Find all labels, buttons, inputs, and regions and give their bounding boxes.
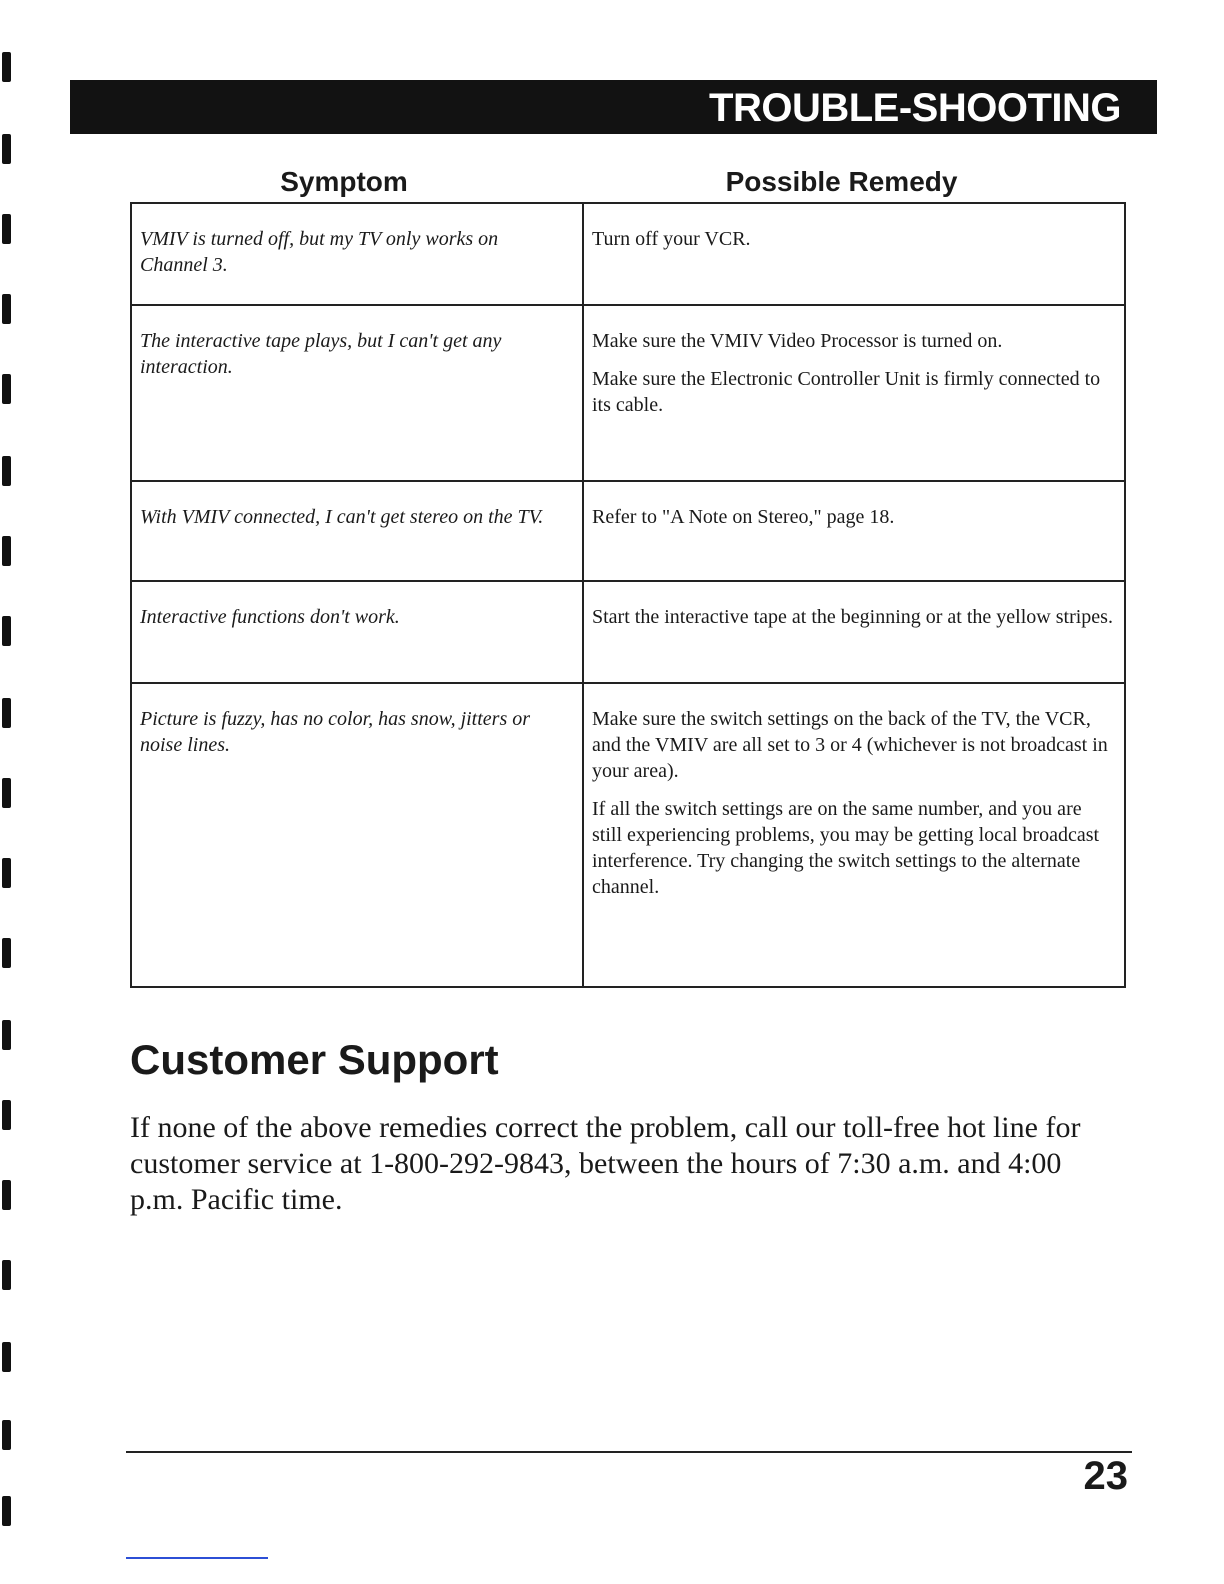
binding-hole [2, 536, 11, 566]
symptom-cell: With VMIV connected, I can't get stereo on the TV. [131, 481, 583, 581]
section-header-bar [70, 80, 1157, 134]
remedy-cell [583, 203, 1125, 305]
spiral-binding [0, 0, 16, 1584]
page-title: TROUBLE-SHOOTING [709, 86, 1121, 130]
troubleshooting-table [130, 202, 1126, 988]
binding-hole [2, 1420, 11, 1450]
remedy-text: Turn off your VCR. [592, 228, 751, 250]
table-row [131, 481, 1125, 581]
remedy-text: Refer to "A Note on Stereo," page 18. [592, 506, 895, 528]
binding-hole [2, 616, 11, 646]
binding-hole [2, 374, 11, 404]
binding-hole [2, 1180, 11, 1210]
remedy-cell [583, 305, 1125, 481]
table-row [131, 203, 1125, 305]
binding-hole [2, 1100, 11, 1130]
remedy-cell [583, 481, 1125, 581]
remedy-text: Make sure the Electronic Controller Unit is firmly connected to its cable. [592, 368, 1101, 416]
binding-hole [2, 456, 11, 486]
remedy-column-header: Possible Remedy [725, 166, 958, 197]
customer-support-text: If none of the above remedies correct the problem, call our toll-free hot line for customer service at 1-800-292-9843, between the hours of 7:30 a.m. and 4:00 p.m. Pacific time. [130, 1111, 1081, 1216]
binding-hole [2, 778, 11, 808]
remedy-cell [583, 581, 1125, 683]
binding-hole [2, 52, 11, 82]
binding-hole [2, 698, 11, 728]
symptom-cell: VMIV is turned off, but my TV only works on Channel 3. [131, 203, 583, 305]
symptom-column-header: Symptom [280, 166, 408, 197]
remedy-text: Make sure the VMIV Video Processor is turned on. [592, 330, 1003, 352]
customer-support-heading: Customer Support [130, 1036, 499, 1083]
binding-hole [2, 858, 11, 888]
binding-hole [2, 938, 11, 968]
remedy-cell [583, 683, 1125, 987]
remedy-text: Start the interactive tape at the beginning or at the yellow stripes. [592, 606, 1113, 628]
page-number: 23 [1083, 1454, 1128, 1498]
binding-hole [2, 1496, 11, 1526]
binding-hole [2, 1342, 11, 1372]
remedy-text: If all the switch settings are on the same number, and you are still experiencing problems, you may be getting local broadcast interference. Try changing the switch settings to the alternate channel. [592, 798, 1100, 898]
symptom-cell: The interactive tape plays, but I can't get any interaction. [131, 305, 583, 481]
table-row [131, 305, 1125, 481]
symptom-cell: Interactive functions don't work. [131, 581, 583, 683]
binding-hole [2, 1260, 11, 1290]
binding-hole [2, 1020, 11, 1050]
remedy-text: Make sure the switch settings on the back of the TV, the VCR, and the VMIV are all set to 3 or 4 (whichever is not broadcast in your area). [592, 708, 1108, 782]
bottom-edge-mark [126, 1557, 268, 1559]
footer-divider [126, 1451, 1132, 1453]
binding-hole [2, 134, 11, 164]
table-row [131, 581, 1125, 683]
binding-hole [2, 294, 11, 324]
binding-hole [2, 214, 11, 244]
table-row [131, 683, 1125, 987]
symptom-cell: Picture is fuzzy, has no color, has snow, jitters or noise lines. [131, 683, 583, 987]
